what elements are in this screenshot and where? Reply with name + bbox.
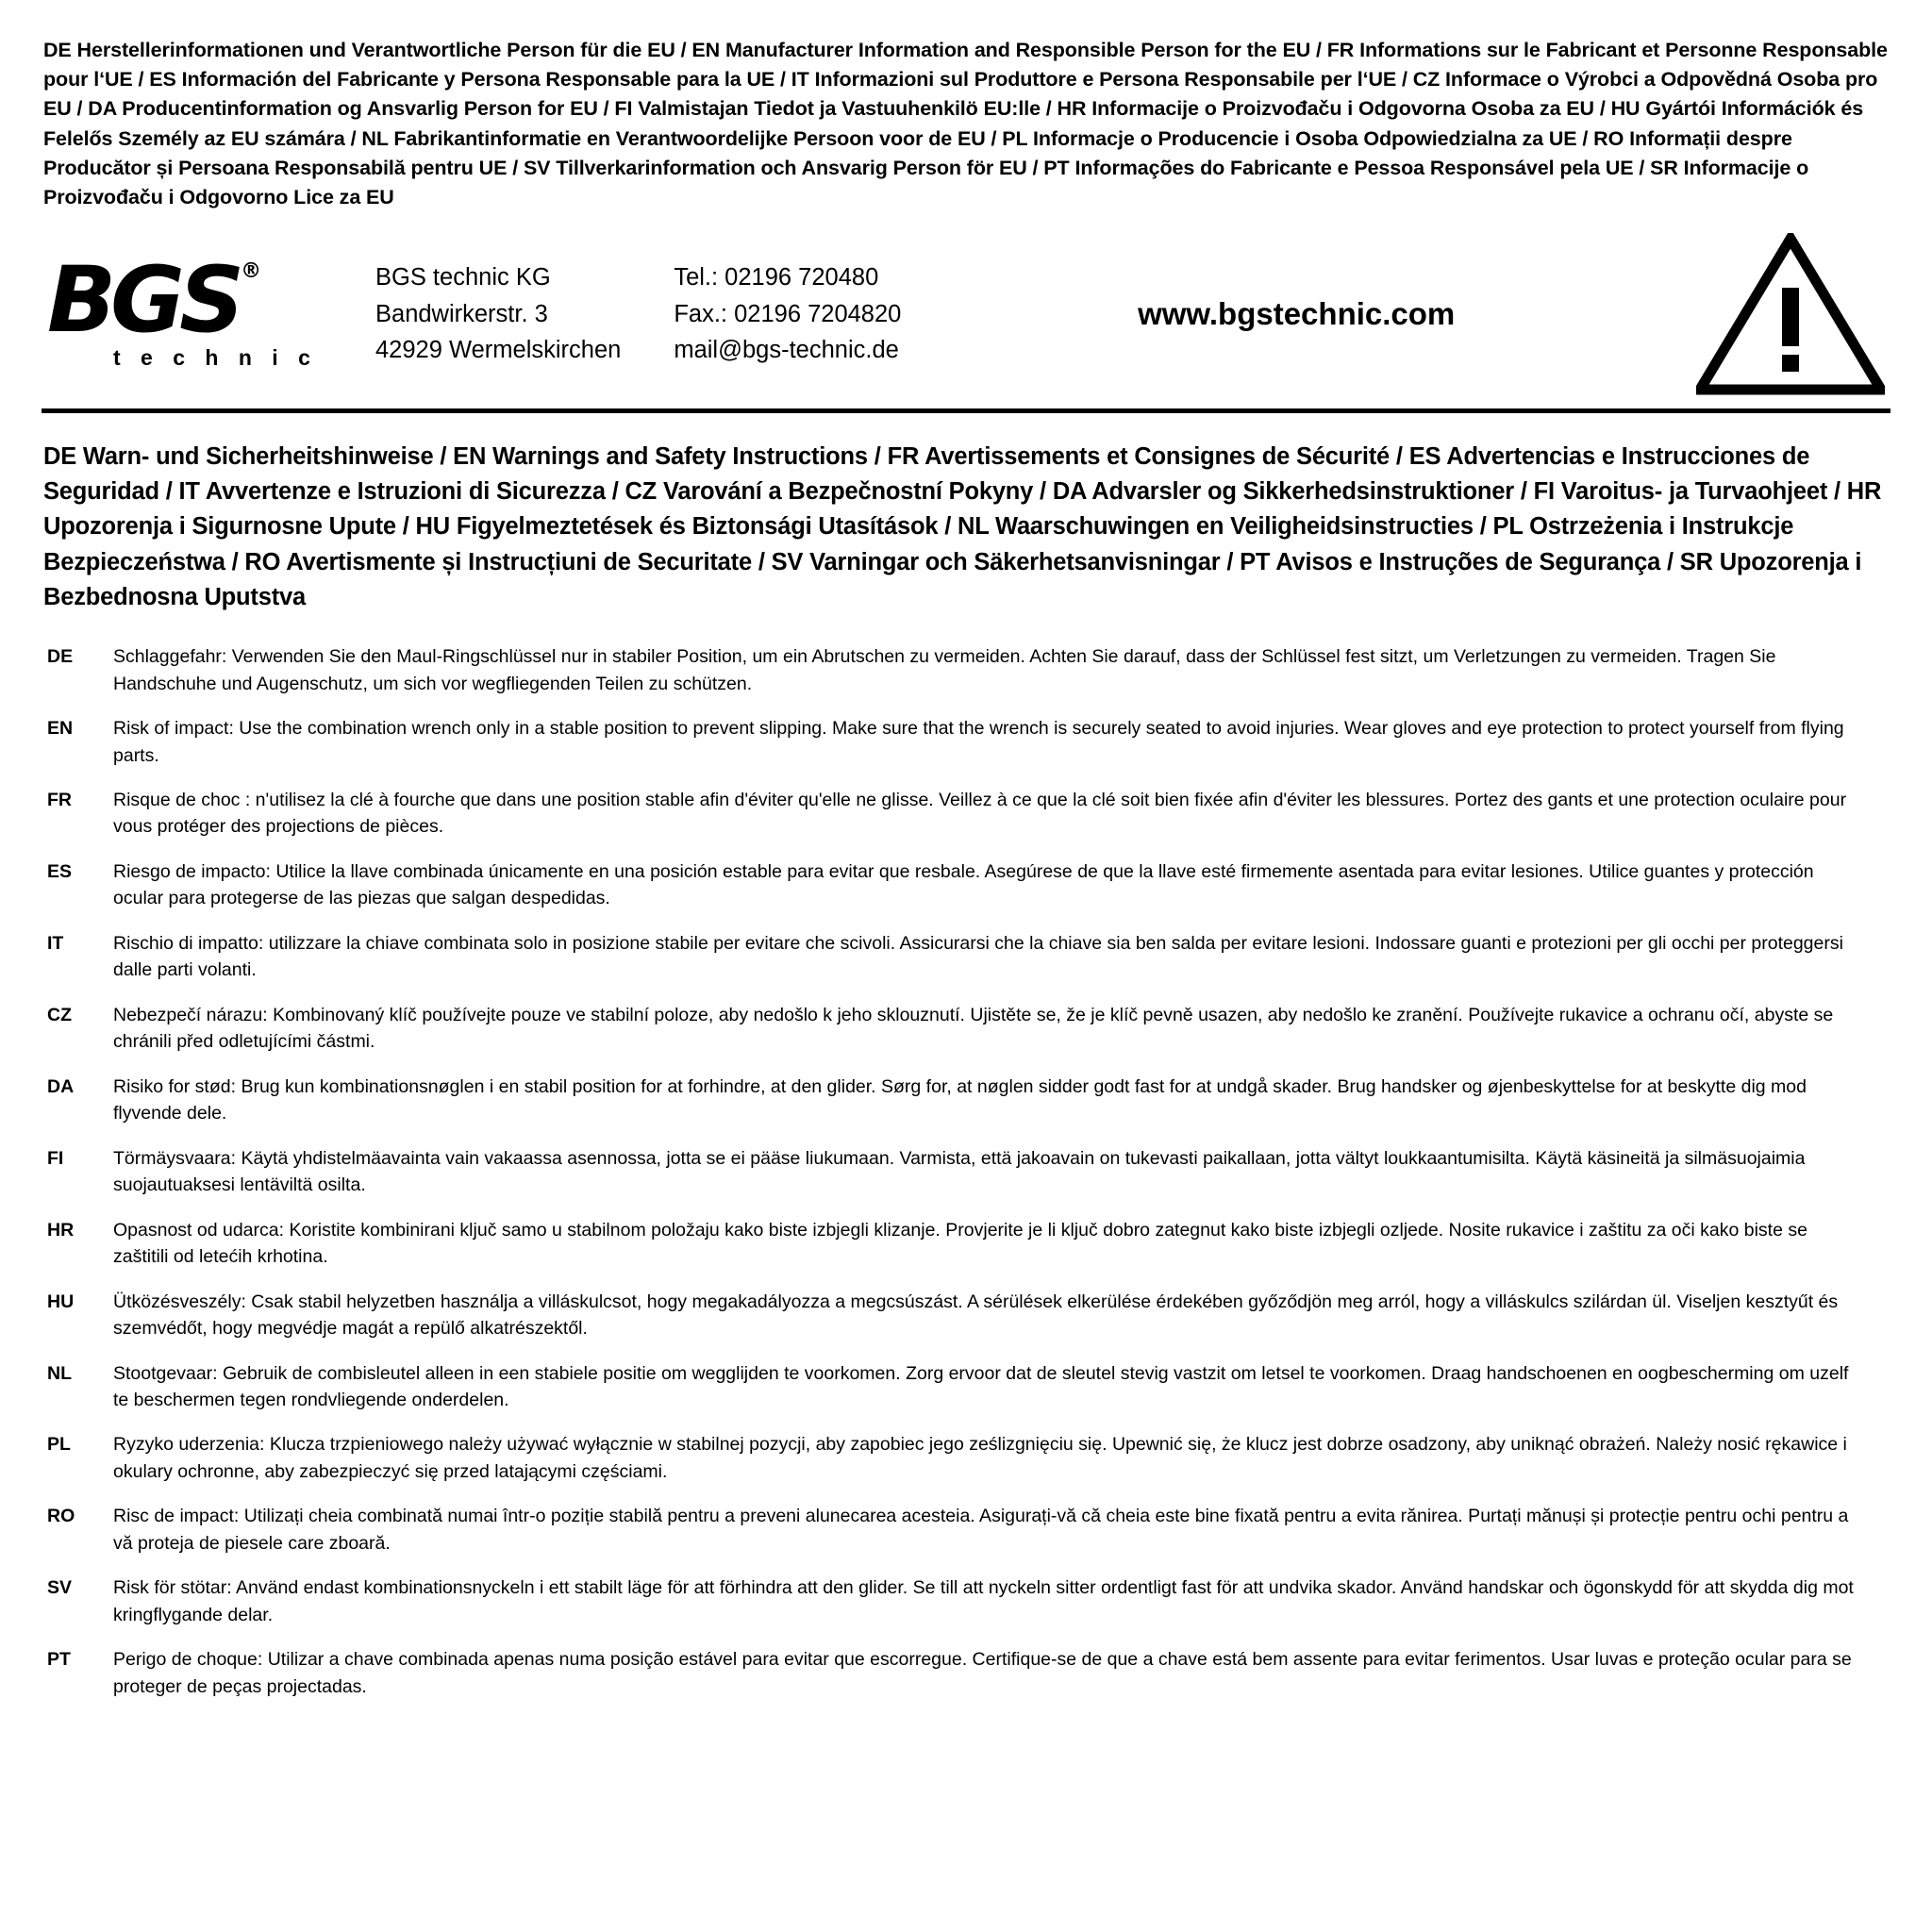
bgs-logo-subtext: t e c h n i c <box>113 345 318 371</box>
language-text: Riesgo de impacto: Utilice la llave combinada únicamente en una posición estable para evitar que resbale. Asegúrese de que la llave esté firmemente asentada para evitar lesiones. Utilice guantes y protección ocular para protegerse de las piezas que salgan despedidas. <box>113 860 1814 909</box>
language-code: HU <box>47 1291 75 1312</box>
company-address <box>358 259 621 369</box>
list-item <box>47 858 1889 912</box>
language-text: Perigo de choque: Utilizar a chave combinada apenas numa posição estável para evitar que escorregue. Certifique-se de que a chave está bem assente para evitar ferimentos. Usar luvas e proteção ocular para se proteger de peças projectadas. <box>113 1649 1852 1697</box>
language-text: Opasnost od udarca: Koristite kombinirani ključ samo u stabilnom položaju kako biste izbjegli klizanje. Provjerite je li ključ dobro zategnut kako biste izbjegli ozljede. Nosite rukavice i zaštitu za oči kako biste se zaštitili od letećih krhotina. <box>113 1219 1807 1268</box>
language-text: Nebezpečí nárazu: Kombinovaný klíč používejte pouze ve stabilní poloze, aby nedošlo k jeho sklouznutí. Ujistěte se, že je klíč pevně usazen, aby nedošlo ke zranění. Používejte rukavice a ochranu očí, abyste se chránili před odletujícími částmi. <box>113 1004 1834 1053</box>
list-item <box>47 1503 1889 1557</box>
list-item <box>47 715 1889 769</box>
list-item <box>47 1002 1889 1056</box>
company-name: BGS technic KG <box>375 263 551 291</box>
language-text: Ryzyko uderzenia: Klucza trzpieniowego należy używać wyłącznie w stabilnej pozycji, aby zapobiec jego ześlizgnięciu się. Upewnić się, że klucz jest dobrze osadzony, aby uniknąć obrażeń. Należy nosić rękawice i okulary ochronne, aby zabezpieczyć się przed latającymi częściami. <box>113 1434 1847 1482</box>
warning-language-list <box>42 643 1890 1700</box>
language-code: ES <box>47 860 73 882</box>
language-code: CZ <box>47 1004 72 1025</box>
company-website[interactable]: www.bgstechnic.com <box>1138 296 1456 332</box>
language-code: HR <box>47 1219 75 1241</box>
bgs-logo-wordmark <box>47 246 262 353</box>
list-item <box>47 1217 1889 1271</box>
language-code: NL <box>47 1362 72 1384</box>
language-text: Schlaggefahr: Verwenden Sie den Maul-Ringschlüssel nur in stabiler Position, um ein Abrutschen zu vermeiden. Achten Sie darauf, dass der Schlüssel fest sitzt, um Verletzungen zu vermeiden. Tragen Sie Handschuhe und Augenschutz, um sich vor wegfliegenden Teilen zu schützen. <box>113 646 1776 694</box>
list-item <box>47 1289 1889 1342</box>
warning-triangle-icon <box>1682 233 1890 395</box>
company-contact <box>621 259 901 369</box>
manufacturer-info-title: DE Herstellerinformationen und Verantwortliche Person für die EU / EN Manufacturer Information and Responsible Person for the EU / FR Informations sur le Fabricant et Personne Responsable pour l‘UE / ES Información del Fabricante y Persona Responsable para la UE / IT Informazioni sul Produttore e Persona Responsabile per l‘UE / CZ Informace o Výrobci a Odpovědná Osoba pro EU / DA Producentinformation og Ansvarlig Person for EU / FI Valmistajan Tiedot ja Vastuuhenkilö EU:lle / HR Informacije o Proizvođaču i Odgovorna Osoba za EU / HU Gyártói Információk és Felelős Személy az EU számára / NL Fabrikantinformatie en Verantwoordelijke Persoon voor de EU / PL Informacje o Producencie i Osoba Odpowiedzialna za UE / RO Informații despre Producător și Persoana Responsabilă pentru UE / SV Tillverkarinformation och Ansvarig Person för EU / PT Informações do Fabricante e Pessoa Responsável pela UE / SR Informacije o Proizvođaču i Odgovorno Lice za EU <box>43 39 1888 208</box>
company-information-band <box>42 233 1890 413</box>
language-code: DA <box>47 1075 75 1097</box>
list-item <box>47 1574 1889 1628</box>
language-text: Risk för stötar: Använd endast kombinationsnyckeln i ett stabilt läge för att förhindra att den glider. Se till att nyckeln sitter ordentligt fast för att undvika skador. Använd handskar och ögonskydd för att skydda dig mot kringflygande delar. <box>113 1577 1854 1625</box>
company-fax: Fax.: 02196 7204820 <box>674 300 902 327</box>
language-code: EN <box>47 718 74 740</box>
list-item <box>47 1145 1889 1199</box>
language-code: FI <box>47 1147 64 1169</box>
language-code: PL <box>47 1434 71 1456</box>
language-code: IT <box>47 932 64 954</box>
list-item <box>47 930 1889 984</box>
list-item <box>47 1074 1889 1127</box>
registered-trademark-icon: ® <box>241 258 262 283</box>
list-item <box>47 787 1889 841</box>
company-street: Bandwirkerstr. 3 <box>375 300 548 327</box>
language-text: Risiko for stød: Brug kun kombinationsnøglen i en stabil position for at forhindre, at den glider. Sørg for, at nøglen sidder godt fast for at undgå skader. Brug handsker og øjenbeskyttelse for at beskytte dig mod flyvende dele. <box>113 1075 1807 1124</box>
language-text: Ütközésveszély: Csak stabil helyzetben használja a villáskulcsot, hogy megakadályozza a megcsúszást. A sérülések elkerülése érdekében győződjön meg arról, hogy a villáskulcs szilárdan ül. Viseljen kesztyűt és szemvédőt, hogy megvédje magát a repülő alkatrészektől. <box>113 1291 1839 1340</box>
list-item <box>47 1646 1889 1700</box>
list-item <box>47 643 1889 697</box>
bgs-logo-text: BGS <box>47 246 240 353</box>
company-telephone: Tel.: 02196 720480 <box>674 263 879 291</box>
bgs-logo <box>42 246 358 371</box>
warnings-heading: DE Warn- und Sicherheitshinweise / EN Warnings and Safety Instructions / FR Avertissements et Consignes de Sécurité / ES Advertencias e Instrucciones de Seguridad / IT Avvertenze e Istruzioni di Sicurezza / CZ Varování a Bezpečnostní Pokyny / DA Advarsler og Sikkerhedsinstruktioner / FI Varoitus- ja Turvaohjeet / HR Upozorenja i Sigurnosne Upute / HU Figyelmeztetések és Biztonsági Utasítások / NL Waarschuwingen en Veiligheidsinstructies / PL Ostrzeżenia i Instrukcje Bezpieczeństwa / RO Avertismente și Instrucțiuni de Securitate / SV Varningar och Säkerhetsanvisningar / PT Avisos e Instruções de Segurança / SR Upozorenja i Bezbednosna Uputstva <box>43 443 1882 610</box>
language-code: PT <box>47 1649 71 1671</box>
language-text: Risc de impact: Utilizați cheia combinată numai într-o poziție stabilă pentru a preveni alunecarea acesteia. Asigurați-vă că cheia este bine fixată pentru a evita rănirea. Purtați mănuși și protecție pentru ochi pentru a vă proteja de piesele care zboară. <box>113 1506 1849 1554</box>
company-email[interactable]: mail@bgs-technic.de <box>674 337 899 364</box>
language-text: Risque de choc : n'utilisez la clé à fourche que dans une position stable afin d'éviter qu'elle ne glisse. Veillez à ce que la clé soit bien fixée afin d'éviter les blessures. Portez des gants et une protection oculaire pour vous protéger des projections de pièces. <box>113 790 1847 838</box>
language-text: Törmäysvaara: Käytä yhdistelmäavainta vain vakaassa asennossa, jotta se ei pääse liukumaan. Varmista, että jakoavain on tukevasti paikallaan, jotta vältyt loukkaantumisilta. Käytä käsineitä ja silmäsuojaimia suojautuaksesi lentäviltä osilta. <box>113 1147 1806 1196</box>
language-code: RO <box>47 1506 75 1527</box>
language-text: Risk of impact: Use the combination wrench only in a stable position to prevent slipping. Make sure that the wrench is securely seated to avoid injuries. Wear gloves and eye protection to protect yourself from flying parts. <box>113 718 1844 766</box>
language-text: Stootgevaar: Gebruik de combisleutel alleen in een stabiele positie om wegglijden te voorkomen. Zorg ervoor dat de sleutel stevig vastzit om letsel te voorkomen. Draag handschoenen en oogbescherming om uzelf te beschermen tegen rondvliegende onderdelen. <box>113 1362 1849 1410</box>
language-code: DE <box>47 646 74 668</box>
list-item <box>47 1431 1889 1485</box>
language-code: SV <box>47 1577 73 1599</box>
list-item <box>47 1360 1889 1414</box>
language-text: Rischio di impatto: utilizzare la chiave combinata solo in posizione stabile per evitare che scivoli. Assicurarsi che la chiave sia ben salda per evitare lesioni. Indossare guanti e protezioni per gli occhi per proteggersi dalle parti volanti. <box>113 932 1843 981</box>
company-city: 42929 Wermelskirchen <box>375 337 622 364</box>
language-code: FR <box>47 790 72 810</box>
